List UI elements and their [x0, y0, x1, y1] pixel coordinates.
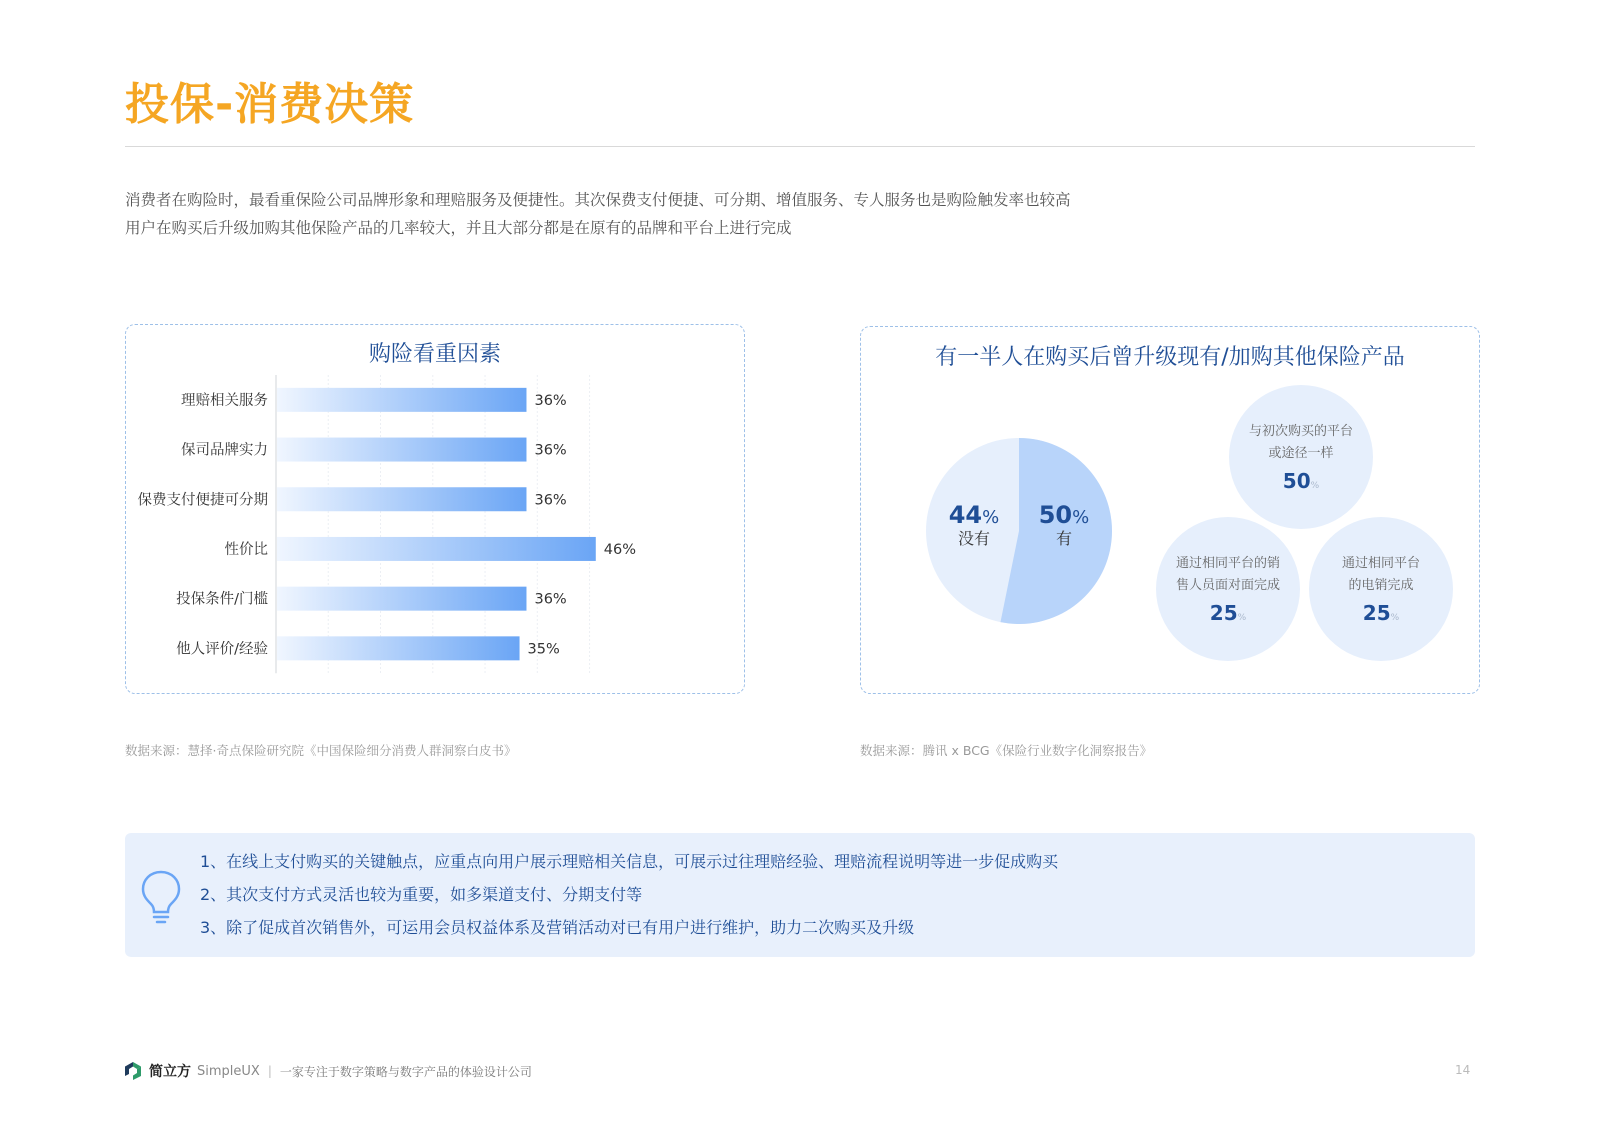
title-divider: [125, 146, 1475, 147]
bubble-2-line-2: 售人员面对面完成: [1175, 578, 1280, 593]
tips-list: [200, 845, 1058, 944]
bar-category-label: 保费支付便捷可分期: [137, 492, 268, 509]
bubble-telesales: [1309, 517, 1453, 661]
intro-text: [125, 186, 1071, 242]
bar-value-label: 36%: [534, 591, 567, 608]
bubble-1-line-1: 与初次购买的平台: [1248, 424, 1353, 439]
bar-category-label: 投保条件/门槛: [176, 591, 268, 608]
tip-item-2: 2、其次支付方式灵活也较为重要，如多渠道支付、分期支付等: [200, 885, 643, 904]
footer-separator: |: [267, 1064, 272, 1078]
bubble-2-line-1: 通过相同平台的销: [1175, 556, 1280, 571]
pie-yes-value: 50: [1038, 501, 1073, 529]
pie-label-no: [939, 501, 1009, 549]
pie-yes-pct: %: [1072, 507, 1090, 528]
bar-chart-title: 购险看重因素: [368, 342, 501, 367]
bar-category-label: 他人评价/经验: [176, 641, 268, 658]
tip-item-3: 3、除了促成首次销售外，可运用会员权益体系及营销活动对已有用户进行维护，助力二次购买及升级: [200, 918, 915, 937]
tip-item-1: 1、在线上支付购买的关键触点，应重点向用户展示理赔相关信息，可展示过往理赔经验、理赔流程说明等进一步促成购买: [200, 852, 1059, 871]
page-title: 投保-消费决策: [125, 79, 415, 130]
bar-value-label: 36%: [534, 442, 567, 459]
bar-value-label: 35%: [527, 641, 560, 658]
bar-value-label: 46%: [603, 541, 637, 558]
bar-chart-card: [125, 324, 745, 694]
bubble-same-platform: [1229, 385, 1373, 529]
bar-mark: [277, 438, 526, 462]
pie-label-yes: [1029, 501, 1099, 549]
footer-brand: 简立方: [149, 1064, 191, 1080]
bar-mark: [277, 587, 526, 611]
source-right: 数据来源：腾讯 x BCG《保险行业数字化洞察报告》: [860, 743, 1153, 758]
bubble-1-line-2: 或途径一样: [1268, 446, 1334, 461]
intro-line-1: 消费者在购险时，最看重保险公司品牌形象和理赔服务及便捷性。其次保费支付便捷、可分期、增值服务、专人服务也是购险触发率也较高: [125, 191, 1071, 209]
bubble-3-line-2: 的电销完成: [1348, 578, 1414, 593]
bar-category-label: 保司品牌实力: [181, 442, 268, 459]
bubble-3-line-1: 通过相同平台: [1341, 556, 1420, 571]
bubble-2-pct: %: [1237, 613, 1247, 623]
pie-no-value: 44: [948, 501, 983, 529]
footer: [123, 1061, 532, 1081]
tips-box: [125, 833, 1475, 957]
bar-chart: [126, 325, 746, 695]
bubble-1-value: 50: [1282, 469, 1311, 493]
pie-yes-text: 有: [1055, 529, 1072, 548]
bar-value-label: 36%: [534, 392, 567, 409]
pie-no-text: 没有: [957, 529, 990, 548]
bubble-2-value: 25: [1209, 601, 1238, 625]
bubble-face-to-face: [1156, 517, 1300, 661]
bar-mark: [277, 487, 526, 511]
lightbulb-icon: [139, 869, 183, 925]
bar-category-label: 性价比: [224, 541, 268, 558]
pie-chart-card: [860, 326, 1480, 694]
footer-tagline: 一家专注于数字策略与数字产品的体验设计公司: [279, 1064, 532, 1079]
source-left: 数据来源：慧择·奇点保险研究院《中国保险细分消费人群洞察白皮书》: [125, 743, 517, 758]
bar-mark: [277, 636, 520, 660]
pie-chart-title: 有一半人在购买后曾升级现有/加购其他保险产品: [935, 345, 1405, 370]
bar-value-label: 36%: [534, 492, 567, 509]
bubble-1-pct: %: [1310, 481, 1320, 491]
bar-mark: [277, 537, 596, 561]
page-number: 14: [1455, 1063, 1471, 1077]
bubble-3-value: 25: [1362, 601, 1391, 625]
intro-line-2: 用户在购买后升级加购其他保险产品的几率较大，并且大部分都是在原有的品牌和平台上进行完成: [125, 219, 792, 237]
bar-category-label: 理赔相关服务: [181, 392, 268, 409]
bubble-3-pct: %: [1390, 613, 1400, 623]
pie-no-pct: %: [982, 507, 1000, 528]
bar-mark: [277, 388, 526, 412]
simpleux-logo-icon: [123, 1061, 143, 1081]
footer-brand-en: SimpleUX: [197, 1063, 260, 1079]
